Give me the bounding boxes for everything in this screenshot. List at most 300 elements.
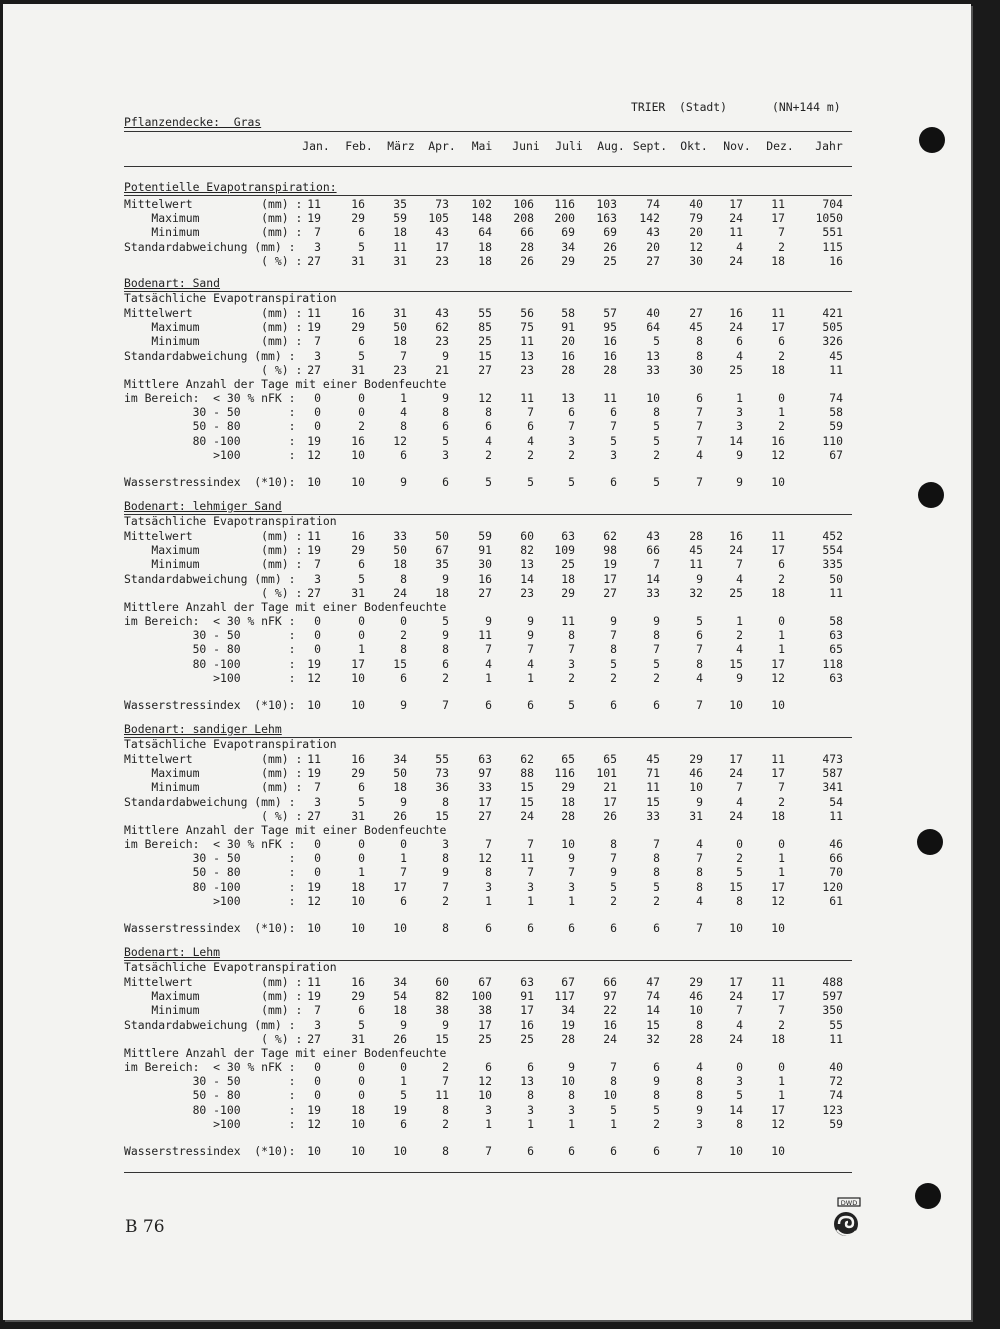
days-title: Mittlere Anzahl der Tage mit einer Bodenfeuchte <box>124 377 447 391</box>
station-name: TRIER (Stadt) <box>631 100 728 114</box>
table-cell: 15 <box>520 794 534 809</box>
table-cell: 17 <box>729 752 743 766</box>
table-cell: 1 <box>778 851 785 866</box>
table-row <box>3 1117 971 1131</box>
table-cell: 29 <box>689 975 703 989</box>
table-cell: 8 <box>400 419 407 434</box>
table-cell: 18 <box>561 794 575 809</box>
table-cell: 2 <box>778 419 785 434</box>
page-number: B 76 <box>125 1217 165 1237</box>
month-header-cell: Juli <box>555 139 583 153</box>
table-cell: 2 <box>736 851 743 866</box>
table-cell: 26 <box>393 1031 407 1046</box>
table-cell: 11 <box>689 557 703 572</box>
table-cell: 6 <box>358 334 365 349</box>
table-cell: 11 <box>520 334 534 349</box>
table-cell: 2 <box>568 447 575 462</box>
table-cell: 9 <box>485 614 492 628</box>
table-cell: 10 <box>351 1144 365 1158</box>
month-header-cell: Jahr <box>815 139 843 153</box>
table-cell: 50 <box>435 529 449 543</box>
table-cell: 3 <box>485 1102 492 1117</box>
table-cell: 11 <box>307 306 321 320</box>
table-cell: 106 <box>513 197 534 211</box>
table-cell: 82 <box>435 989 449 1004</box>
table-cell: 0 <box>778 614 785 628</box>
table-cell: 7 <box>314 225 321 240</box>
days-title: Mittlere Anzahl der Tage mit einer Bodenfeuchte <box>124 823 447 837</box>
table-cell: 6 <box>442 475 449 489</box>
table-cell: 6 <box>358 1003 365 1018</box>
table-cell: 34 <box>393 975 407 989</box>
table-cell: 11 <box>307 975 321 989</box>
table-cell: 27 <box>478 362 492 377</box>
table-cell: 17 <box>435 239 449 254</box>
table-cell: 0 <box>314 851 321 866</box>
table-cell: 2 <box>400 628 407 643</box>
table-cell: 54 <box>393 989 407 1004</box>
table-cell: 8 <box>568 628 575 643</box>
table-cell: 16 <box>729 529 743 543</box>
table-cell: 8 <box>696 1017 703 1032</box>
table-cell: 7 <box>696 642 703 657</box>
table-cell: 8 <box>485 865 492 880</box>
table-cell: 17 <box>351 656 365 671</box>
table-cell: 25 <box>603 253 617 268</box>
table-cell: 9 <box>736 475 743 489</box>
table-cell: 551 <box>822 225 843 240</box>
table-row <box>3 211 971 225</box>
table-cell: 14 <box>646 1003 660 1018</box>
table-cell: 59 <box>393 211 407 226</box>
table-cell: 10 <box>771 1144 785 1158</box>
table-cell: 9 <box>442 628 449 643</box>
table-cell: 19 <box>307 1102 321 1117</box>
table-row <box>3 225 971 239</box>
row-label: Wasserstressindex (*10): <box>124 698 296 712</box>
table-cell: 10 <box>351 1116 365 1131</box>
table-cell: 74 <box>646 989 660 1004</box>
table-cell: 7 <box>568 865 575 880</box>
table-cell: 0 <box>314 1088 321 1103</box>
table-cell: 0 <box>314 642 321 657</box>
table-cell: 0 <box>314 865 321 880</box>
table-cell: 8 <box>610 1074 617 1089</box>
table-cell: 587 <box>822 766 843 781</box>
table-cell: 5 <box>653 656 660 671</box>
table-cell: 9 <box>442 348 449 363</box>
table-cell: 12 <box>771 893 785 908</box>
dwd-logo-icon <box>829 1196 863 1240</box>
table-cell: 4 <box>736 239 743 254</box>
table-cell: 28 <box>561 1031 575 1046</box>
table-cell: 29 <box>351 989 365 1004</box>
table-cell: 69 <box>561 225 575 240</box>
table-cell: 0 <box>358 851 365 866</box>
table-cell: 6 <box>358 780 365 795</box>
table-row <box>3 851 971 865</box>
table-cell: 6 <box>653 1144 660 1158</box>
table-cell: 11 <box>561 614 575 628</box>
table-cell: 26 <box>520 253 534 268</box>
table-cell: 0 <box>314 1074 321 1089</box>
table-cell: 19 <box>603 557 617 572</box>
table-cell: 341 <box>822 780 843 795</box>
table-cell: 16 <box>351 529 365 543</box>
table-cell: 4 <box>485 656 492 671</box>
table-cell: 21 <box>603 780 617 795</box>
table-cell: 3 <box>568 433 575 448</box>
table-row <box>3 894 971 908</box>
table-cell: 6 <box>653 921 660 935</box>
section-title: Bodenart: Sand <box>124 276 221 290</box>
table-cell: 24 <box>729 766 743 781</box>
table-cell: 47 <box>646 975 660 989</box>
table-cell: 5 <box>653 879 660 894</box>
table-row <box>3 405 971 419</box>
table-cell: 7 <box>527 837 534 851</box>
table-cell: 16 <box>561 348 575 363</box>
table-cell: 5 <box>568 698 575 712</box>
table-cell: 9 <box>527 628 534 643</box>
table-cell: 10 <box>307 475 321 489</box>
table-cell: 24 <box>729 543 743 558</box>
table-cell: 7 <box>610 1060 617 1074</box>
table-row <box>3 349 971 363</box>
table-cell: 64 <box>478 225 492 240</box>
month-header-cell: Dez. <box>766 139 794 153</box>
table-cell: 11 <box>771 975 785 989</box>
table-cell: 10 <box>561 1074 575 1089</box>
table-cell: 28 <box>603 362 617 377</box>
table-cell: 8 <box>696 879 703 894</box>
month-header-cell: Feb. <box>345 139 373 153</box>
table-cell: 25 <box>561 557 575 572</box>
table-cell: 7 <box>442 1074 449 1089</box>
table-cell: 0 <box>736 1060 743 1074</box>
table-cell: 4 <box>696 447 703 462</box>
table-cell: 35 <box>393 197 407 211</box>
table-cell: 50 <box>829 571 843 586</box>
table-row <box>3 557 971 571</box>
table-cell: 21 <box>435 362 449 377</box>
table-cell: 6 <box>527 419 534 434</box>
table-cell: 3 <box>314 794 321 809</box>
header-rule-bottom <box>124 166 852 167</box>
table-row <box>3 880 971 894</box>
table-cell: 9 <box>442 1017 449 1032</box>
table-cell: 17 <box>729 197 743 211</box>
table-cell: 12 <box>307 893 321 908</box>
table-cell: 19 <box>307 879 321 894</box>
table-cell: 59 <box>829 419 843 434</box>
table-row <box>3 543 971 557</box>
table-cell: 27 <box>307 362 321 377</box>
table-cell: 10 <box>351 921 365 935</box>
table-cell: 7 <box>610 628 617 643</box>
table-cell: 38 <box>478 1003 492 1018</box>
table-cell: 1 <box>778 642 785 657</box>
table-cell: 12 <box>478 1074 492 1089</box>
table-cell: 65 <box>603 752 617 766</box>
table-row <box>3 306 971 320</box>
table-cell: 5 <box>358 571 365 586</box>
table-cell: 7 <box>527 642 534 657</box>
table-cell: 27 <box>689 306 703 320</box>
row-label: Standardabweichung (mm) : <box>124 239 296 254</box>
table-cell: 29 <box>561 253 575 268</box>
table-cell: 17 <box>771 211 785 226</box>
row-label: Mittelwert (mm) : <box>124 529 303 543</box>
table-cell: 10 <box>351 475 365 489</box>
row-label: 50 - 80 : <box>124 642 296 657</box>
row-label: 30 - 50 : <box>124 851 296 866</box>
table-cell: 5 <box>358 794 365 809</box>
table-cell: 17 <box>478 1017 492 1032</box>
table-cell: 16 <box>478 571 492 586</box>
table-cell: 7 <box>696 419 703 434</box>
table-cell: 26 <box>603 239 617 254</box>
table-cell: 31 <box>351 1031 365 1046</box>
table-cell: 5 <box>653 475 660 489</box>
table-cell: 1 <box>778 865 785 880</box>
table-cell: 6 <box>778 557 785 572</box>
table-cell: 28 <box>561 362 575 377</box>
table-cell: 18 <box>351 879 365 894</box>
table-cell: 72 <box>829 1074 843 1089</box>
table-cell: 25 <box>478 334 492 349</box>
table-cell: 6 <box>568 1144 575 1158</box>
table-cell: 38 <box>435 1003 449 1018</box>
table-cell: 10 <box>771 921 785 935</box>
table-cell: 19 <box>307 211 321 226</box>
table-cell: 0 <box>358 837 365 851</box>
table-cell: 12 <box>307 447 321 462</box>
table-cell: 30 <box>478 557 492 572</box>
table-cell: 8 <box>653 628 660 643</box>
table-cell: 8 <box>442 405 449 420</box>
table-cell: 73 <box>435 766 449 781</box>
row-label: Mittelwert (mm) : <box>124 306 303 320</box>
table-cell: 7 <box>696 1144 703 1158</box>
table-cell: 11 <box>520 851 534 866</box>
table-cell: 55 <box>829 1017 843 1032</box>
table-cell: 29 <box>561 585 575 600</box>
table-cell: 2 <box>568 670 575 685</box>
section-subtitle: Tatsächliche Evapotranspiration <box>124 514 337 528</box>
table-cell: 7 <box>400 865 407 880</box>
table-cell: 2 <box>610 893 617 908</box>
table-cell: 488 <box>822 975 843 989</box>
table-cell: 6 <box>610 405 617 420</box>
table-cell: 1 <box>778 628 785 643</box>
table-cell: 17 <box>393 879 407 894</box>
table-cell: 1 <box>485 893 492 908</box>
table-cell: 12 <box>771 670 785 685</box>
table-cell: 10 <box>351 670 365 685</box>
table-cell: 15 <box>435 808 449 823</box>
table-cell: 6 <box>527 698 534 712</box>
table-cell: 29 <box>561 780 575 795</box>
table-cell: 6 <box>527 1060 534 1074</box>
table-cell: 15 <box>393 656 407 671</box>
table-cell: 40 <box>829 1060 843 1074</box>
table-cell: 8 <box>400 642 407 657</box>
table-cell: 3 <box>442 837 449 851</box>
table-cell: 12 <box>478 851 492 866</box>
table-cell: 24 <box>520 808 534 823</box>
month-header-cell: März <box>387 139 415 153</box>
table-cell: 6 <box>610 921 617 935</box>
table-row <box>3 642 971 656</box>
table-cell: 12 <box>393 433 407 448</box>
table-cell: 29 <box>351 766 365 781</box>
table-cell: 0 <box>778 1060 785 1074</box>
table-cell: 5 <box>653 419 660 434</box>
table-cell: 18 <box>393 780 407 795</box>
table-cell: 7 <box>653 557 660 572</box>
binder-hole <box>919 127 945 153</box>
row-label: >100 : <box>124 893 296 908</box>
table-cell: 24 <box>603 1031 617 1046</box>
table-row <box>3 865 971 879</box>
table-cell: 11 <box>520 391 534 405</box>
table-cell: 16 <box>729 306 743 320</box>
table-cell: 1 <box>527 670 534 685</box>
table-cell: 17 <box>520 1003 534 1018</box>
table-cell: 7 <box>696 433 703 448</box>
table-cell: 12 <box>689 239 703 254</box>
table-cell: 97 <box>603 989 617 1004</box>
table-row <box>3 586 971 600</box>
table-cell: 11 <box>307 529 321 543</box>
table-cell: 58 <box>829 405 843 420</box>
table-cell: 5 <box>736 1088 743 1103</box>
table-cell: 0 <box>314 628 321 643</box>
table-cell: 1 <box>358 865 365 880</box>
binder-hole <box>918 482 944 508</box>
table-cell: 20 <box>646 239 660 254</box>
table-cell: 11 <box>771 306 785 320</box>
table-cell: 9 <box>610 865 617 880</box>
table-cell: 7 <box>442 879 449 894</box>
table-cell: 116 <box>554 766 575 781</box>
table-row <box>3 795 971 809</box>
table-cell: 7 <box>696 851 703 866</box>
table-cell: 8 <box>442 1144 449 1158</box>
table-row <box>3 1074 971 1088</box>
table-cell: 4 <box>736 794 743 809</box>
table-cell: 11 <box>771 197 785 211</box>
table-cell: 6 <box>358 557 365 572</box>
table-row <box>3 197 971 211</box>
table-cell: 16 <box>520 1017 534 1032</box>
table-cell: 12 <box>771 1116 785 1131</box>
table-cell: 70 <box>829 865 843 880</box>
table-cell: 18 <box>771 808 785 823</box>
table-cell: 24 <box>729 989 743 1004</box>
table-cell: 17 <box>478 794 492 809</box>
table-cell: 7 <box>736 1003 743 1018</box>
table-cell: 5 <box>358 1017 365 1032</box>
table-cell: 62 <box>520 752 534 766</box>
table-cell: 1 <box>485 670 492 685</box>
table-cell: 8 <box>696 1074 703 1089</box>
table-cell: 33 <box>646 362 660 377</box>
table-row <box>3 809 971 823</box>
table-cell: 34 <box>561 1003 575 1018</box>
table-cell: 15 <box>729 879 743 894</box>
table-cell: 9 <box>442 865 449 880</box>
table-cell: 4 <box>527 433 534 448</box>
row-label: Minimum (mm) : <box>124 334 303 349</box>
table-cell: 7 <box>696 698 703 712</box>
table-cell: 1 <box>358 642 365 657</box>
table-cell: 10 <box>771 698 785 712</box>
table-cell: 6 <box>653 1060 660 1074</box>
table-row <box>3 1103 971 1117</box>
table-cell: 6 <box>442 419 449 434</box>
row-label: Standardabweichung (mm) : <box>124 571 296 586</box>
table-cell: 12 <box>307 1116 321 1131</box>
table-cell: 58 <box>829 614 843 628</box>
table-cell: 597 <box>822 989 843 1004</box>
row-label: im Bereich: < 30 % nFK : <box>124 1060 296 1074</box>
table-cell: 26 <box>393 808 407 823</box>
table-cell: 11 <box>771 529 785 543</box>
row-label: Standardabweichung (mm) : <box>124 1017 296 1032</box>
row-label: Mittelwert (mm) : <box>124 197 303 211</box>
table-cell: 7 <box>778 1003 785 1018</box>
table-cell: 4 <box>527 656 534 671</box>
table-cell: 12 <box>478 391 492 405</box>
table-cell: 8 <box>736 893 743 908</box>
table-cell: 5 <box>568 475 575 489</box>
table-cell: 82 <box>520 543 534 558</box>
section-subtitle: Tatsächliche Evapotranspiration <box>124 737 337 751</box>
table-cell: 6 <box>485 698 492 712</box>
table-cell: 163 <box>596 211 617 226</box>
table-cell: 8 <box>653 405 660 420</box>
table-cell: 6 <box>610 1144 617 1158</box>
table-cell: 13 <box>520 1074 534 1089</box>
table-cell: 29 <box>351 320 365 335</box>
table-row <box>3 1018 971 1032</box>
table-cell: 10 <box>351 447 365 462</box>
table-cell: 5 <box>736 865 743 880</box>
table-cell: 16 <box>351 975 365 989</box>
table-cell: 30 <box>689 253 703 268</box>
table-cell: 62 <box>603 529 617 543</box>
table-cell: 15 <box>435 1031 449 1046</box>
table-cell: 8 <box>736 1116 743 1131</box>
table-cell: 50 <box>393 320 407 335</box>
row-label: Mittelwert (mm) : <box>124 752 303 766</box>
table-cell: 8 <box>442 794 449 809</box>
table-cell: 16 <box>771 433 785 448</box>
row-label: ( %) : <box>124 585 303 600</box>
table-cell: 8 <box>610 837 617 851</box>
section-title: Bodenart: Lehm <box>124 945 221 959</box>
table-row <box>3 975 971 989</box>
table-cell: 28 <box>689 529 703 543</box>
month-header-cell: Apr. <box>428 139 456 153</box>
table-cell: 7 <box>442 698 449 712</box>
table-cell: 5 <box>358 239 365 254</box>
table-cell: 505 <box>822 320 843 335</box>
table-cell: 7 <box>696 405 703 420</box>
table-cell: 4 <box>696 1060 703 1074</box>
